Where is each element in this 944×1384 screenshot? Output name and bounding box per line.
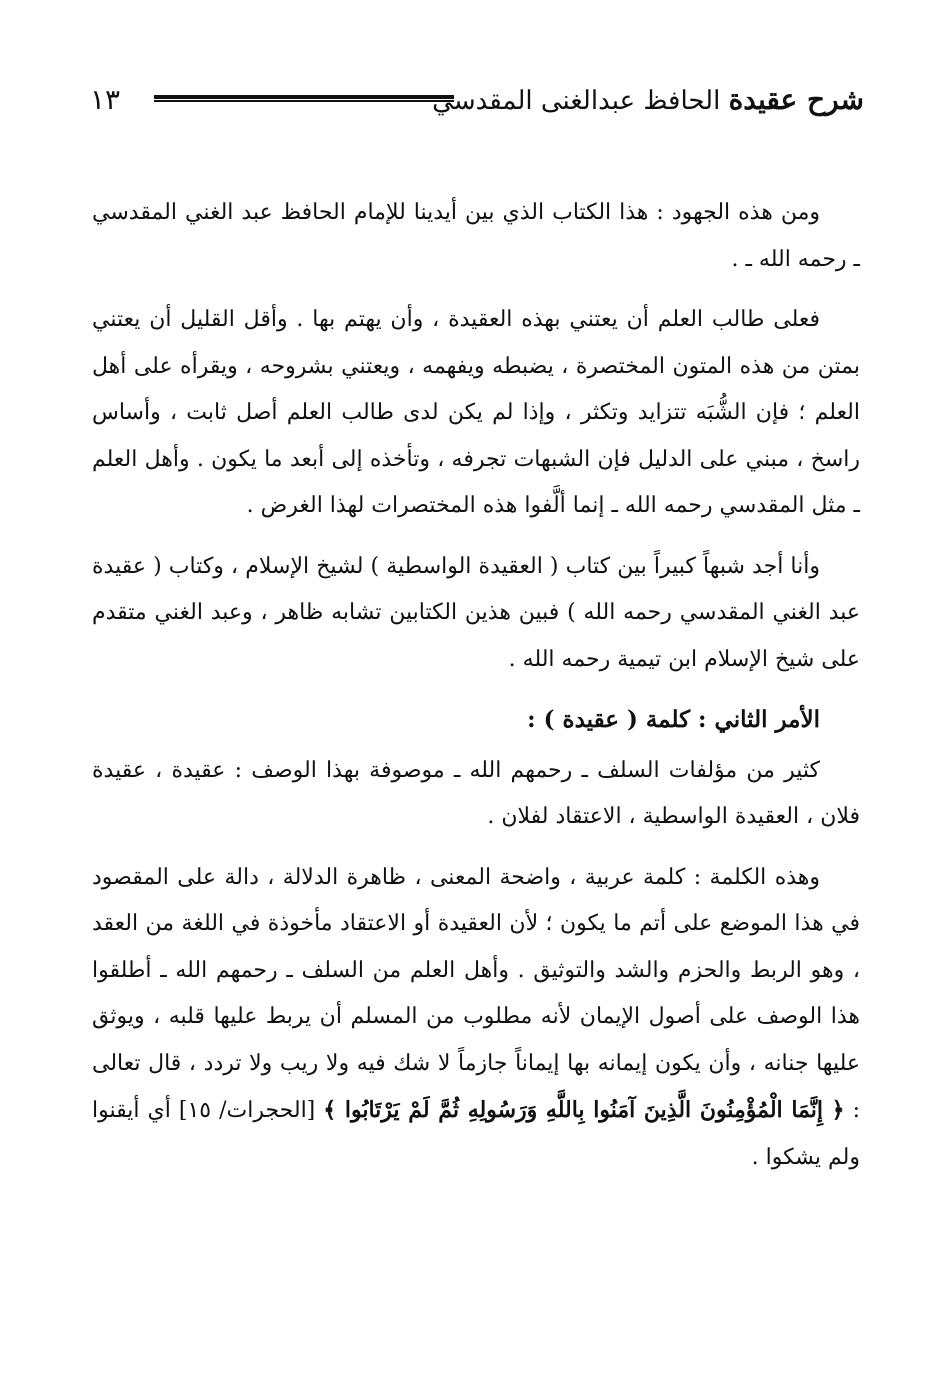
paragraph-2: فعلى طالب العلم أن يعتني بهذه العقيدة ، وأن يهتم بها . وأقل القليل أن يعتني بمتن من هذه المتون المختصرة ، يضبطه ويفهمه ، ويعتني بشروحه ، ويقرأه على أهل العلم ؛ فإن الشُّبَه تتزايد وتكثر ، وإذا لم يكن لدى طالب العلم أصل ثابت ، وأساس راسخ ، مبني على الدليل فإن الشبهات تجرفه ، وتأخذه إلى أبعد ما يكون . وأهل العلم ـ مثل المقدسي رحمه الله ـ إنما ألَّفوا هذه المختصرات لهذا الغرض . [92,307,860,518]
running-title [432,78,864,123]
paragraph-3: وأنا أجد شبهاً كبيراً بين كتاب ( العقيدة الواسطية ) لشيخ الإسلام ، وكتاب ( عقيدة عبد الغني المقدسي رحمه الله ) فبين هذين الكتابين تشابه ظاهر ، وعبد الغني متقدم على شيخ الإسلام ابن تيمية رحمه الله . [92,553,860,672]
quran-verse: ﴿ إِنَّمَا الْمُؤْمِنُونَ الَّذِينَ آمَنُوا بِاللَّهِ وَرَسُولِهِ ثُمَّ لَمْ يَرْتَابُوا ﴾ [323,1097,845,1123]
paragraph-5-text: وهذه الكلمة : كلمة عربية ، واضحة المعنى ، ظاهرة الدلالة ، دالة على المقصود في هذا الموضع على أتم ما يكون ؛ لأن العقيدة أو الاعتقاد مأخوذة في اللغة من العقد ، وهو الربط والحزم والشد والتوثيق . وأهل العلم من السلف ـ رحمهم الله ـ أطلقوا هذا الوصف على أصول الإيمان لأنه مطلوب من المسلم أن يربط عليها قلبه ، ويوثق عليها جنانه ، وأن يكون إيمانه بها إيماناً جازماً لا شك فيه ولا ريب ولا تردد ، قال تعالى : [92,864,861,1123]
verse-citation: [الحجرات/ ١٥] [178,1098,316,1123]
header-rule [154,95,454,102]
paragraph-5 [92,855,860,1182]
page-number: ١٣ [90,83,121,116]
paragraph-4: كثير من مؤلفات السلف ـ رحمهم الله ـ موصوفة بهذا الوصف : عقيدة ، عقيدة فلان ، العقيدة الواسطية ، الاعتقاد لفلان . [92,757,860,829]
running-title-bold: شرح عقيدة [728,83,864,116]
paragraph-1: ومن هذه الجهود : هذا الكتاب الذي بين أيدينا للإمام الحافظ عبد الغني المقدسي ـ رحمه الله ـ . [92,200,860,272]
page-body [92,190,860,1195]
running-title-rest: الحافظ عبدالغنى المقدسي [432,86,729,116]
paragraph-5-end: أي أيقنوا ولم يشكوا . [92,1098,860,1170]
page-header [90,78,864,128]
section-heading: الأمر الثاني : كلمة ( عقيدة ) : [527,706,820,733]
